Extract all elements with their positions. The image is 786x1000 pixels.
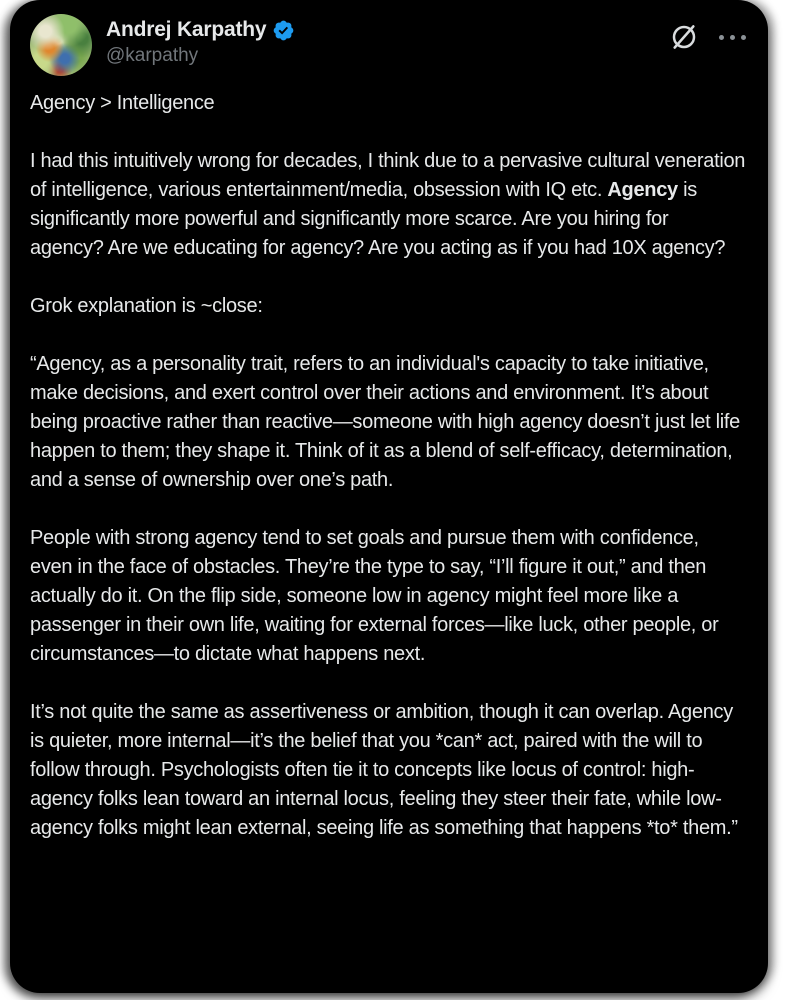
tweet-paragraph-6: It’s not quite the same as assertiveness or ambition, though it can overlap. Agency is quieter, more internal—it’s the belief that you *can* act, paired with the will to follow through. Psychologists often tie it to concepts like locus of control: high-agency folks lean toward an internal locus, feeling they steer their fate, while low-agency folks might lean external, seeing life as something that happens *to* them.” [30, 701, 738, 839]
tweet-paragraph-2 [30, 147, 746, 263]
bold-text: Agency [607, 179, 678, 201]
grok-icon [669, 22, 699, 52]
tweet-paragraph-4: “Agency, as a personality trait, refers to an individual's capacity to take initiative, make decisions, and exert control over their actions and environment. It’s about being proactive rather than reactive—someone with high agency doesn’t just let life happen to them; they shape it. Think of it as a blend of self-efficacy, determination, and a sense of ownership over one’s path. [30, 353, 740, 491]
more-button[interactable] [719, 35, 746, 40]
user-handle[interactable]: @karpathy [106, 45, 199, 66]
display-name[interactable]: Andrej Karpathy [106, 18, 267, 41]
paragraph-text: I had this intuitively wrong for decades, I think due to a pervasive cultural veneration of intelligence, various entertainment/media, obsession with IQ etc. [30, 150, 746, 201]
author-block [106, 14, 295, 67]
tweet-header [10, 0, 768, 76]
tweet-paragraph-5: People with strong agency tend to set goals and pursue them with confidence, even in the face of obstacles. They’re the type to say, “I’ll figure it out,” and then actually do it. On the flip side, someone low in agency might feel more like a passenger in their own life, waiting for external forces—like luck, other people, or circumstances—to dictate what happens next. [30, 527, 719, 665]
paragraph-text: is significantly more powerful and significantly more scarce. Are you hiring for agency? Are we educating for agency? Are you acting as if you had 10X agency? [30, 179, 726, 259]
tweet-card [10, 0, 768, 993]
dot [741, 35, 746, 40]
tweet-text [10, 89, 768, 843]
dot [730, 35, 735, 40]
avatar[interactable] [30, 14, 92, 76]
dot [719, 35, 724, 40]
tweet-paragraph-1: Agency > Intelligence [30, 92, 215, 114]
header-actions [669, 14, 746, 52]
tweet-paragraph-3: Grok explanation is ~close: [30, 295, 263, 317]
ellipsis-icon [719, 35, 746, 40]
name-row [106, 18, 295, 42]
verified-badge-icon [272, 19, 295, 42]
grok-button[interactable] [669, 22, 699, 52]
